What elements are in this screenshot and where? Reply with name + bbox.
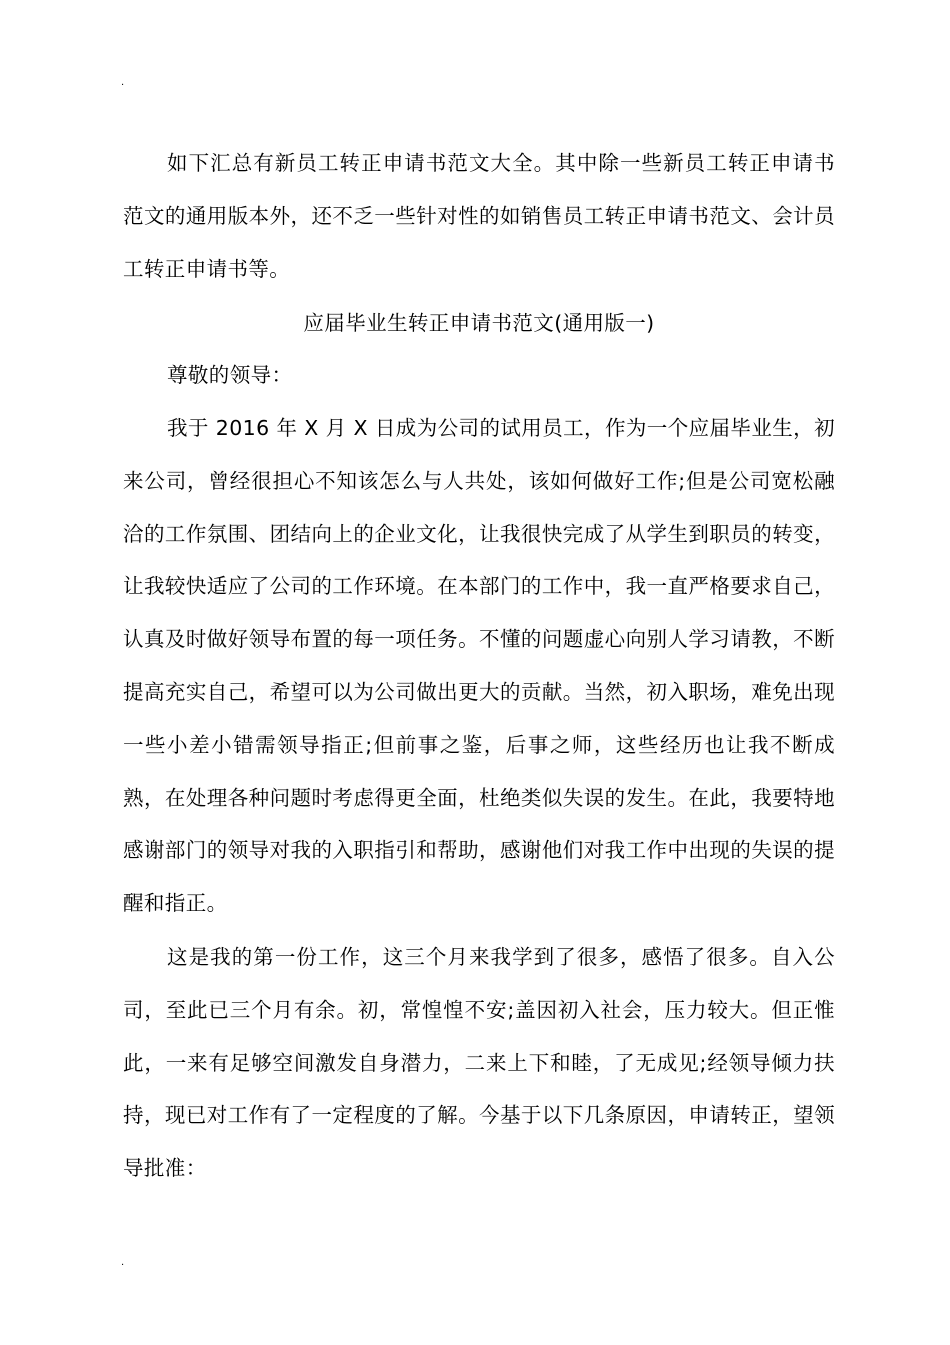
intro-paragraph: 如下汇总有新员工转正申请书范文大全。其中除一些新员工转正申请书范文的通用版本外，还不乏一些针对性的如销售员工转正申请书范文、会计员工转正申请书等。: [123, 151, 835, 281]
greeting-line: 尊敬的领导：: [167, 363, 293, 387]
document-title: 应届毕业生转正申请书范文(通用版一): [303, 311, 655, 335]
page-bottom-mark: .: [121, 1257, 125, 1268]
body-paragraph-1: 我于 2016 年 X 月 X 日成为公司的试用员工，作为一个应届毕业生，初来公司，曾经很担心不知该怎么与人共处，该如何做好工作;但是公司宽松融洽的工作氛围、团结向上的企业文化，让我很快完成了从学生到职员的转变，让我较快适应了公司的工作环境。在本部门的工作中，我一直严格要求自己，认真及时做好领导布置的每一项任务。不懂的问题虚心向别人学习请教，不断提高充实自己，希望可以为公司做出更大的贡献。当然，初入职场，难免出现一些小差小错需领导指正;但前事之鉴，后事之师，这些经历也让我不断成熟，在处理各种问题时考虑得更全面，杜绝类似失误的发生。在此，我要特地感谢部门的领导对我的入职指引和帮助，感谢他们对我工作中出现的失误的提醒和指正。: [123, 416, 835, 916]
body-paragraph-2: 这是我的第一份工作，这三个月来我学到了很多，感悟了很多。自入公司，至此已三个月有余。初，常惶惶不安;盖因初入社会，压力较大。但正惟此，一来有足够空间激发自身潜力，二来上下和睦，了无成见;经领导倾力扶持，现已对工作有了一定程度的了解。今基于以下几条原因，申请转正，望领导批准：: [123, 945, 835, 1181]
page-top-mark: .: [121, 77, 125, 88]
